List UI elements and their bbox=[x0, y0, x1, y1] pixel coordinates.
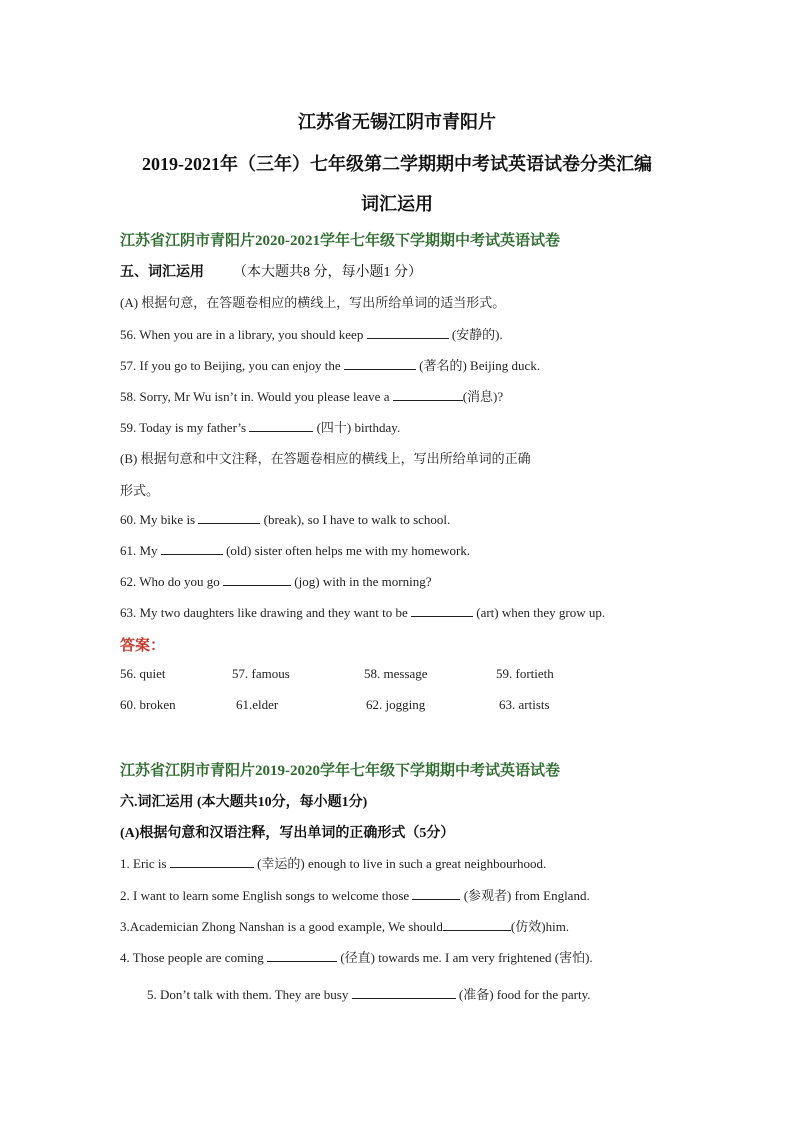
instruction-b-line2: 形式。 bbox=[120, 483, 160, 498]
q62-hint: (jog) with in the morning? bbox=[291, 574, 432, 589]
answer-60: 60. broken bbox=[120, 697, 176, 712]
answer-62: 62. jogging bbox=[366, 697, 426, 712]
q3-blank bbox=[443, 918, 511, 931]
part-note: （本大题共8 分，每小题1 分） bbox=[233, 265, 422, 280]
q60-text: 60. My bike is bbox=[120, 512, 199, 527]
q59-hint: (四十) birthday. bbox=[313, 420, 401, 435]
q2-hint: (参观者) from England. bbox=[460, 888, 590, 903]
answer-59: 59. fortieth bbox=[496, 666, 554, 681]
q60-blank bbox=[198, 511, 260, 524]
q63-blank bbox=[411, 604, 473, 617]
q57-hint: (著名的) Beijing duck. bbox=[415, 358, 541, 373]
section2-instruction-a: (A)根据句意和汉语注释，写出单词的正确形式（5分） bbox=[120, 826, 455, 841]
q58-hint: (消息)? bbox=[462, 389, 504, 404]
question-3 bbox=[120, 916, 569, 935]
q61-blank bbox=[161, 542, 223, 555]
section2-part-label: 六.词汇运用 (本大题共10分，每小题1分) bbox=[120, 795, 368, 810]
q59-text: 59. Today is my father’s bbox=[120, 420, 250, 435]
q4-blank bbox=[267, 949, 337, 962]
question-62 bbox=[120, 573, 432, 590]
answer-63: 63. artists bbox=[499, 697, 550, 712]
part-label-text: 五、词汇运用 bbox=[120, 265, 204, 280]
q3-text: 3.Academician Zhong Nanshan is a good example, We should bbox=[120, 919, 443, 934]
answer-57: 57. famous bbox=[232, 666, 290, 681]
answer-label: 答案： bbox=[120, 638, 166, 654]
q5-hint: (准备) food for the party. bbox=[455, 987, 591, 1002]
answer-61: 61.elder bbox=[236, 697, 279, 712]
q1-hint: (幸运的) enough to live in such a great neighbourhood. bbox=[253, 856, 547, 871]
q58-text: 58. Sorry, Mr Wu isn’t in. Would you please leave a bbox=[120, 389, 393, 404]
question-2 bbox=[120, 885, 590, 904]
q56-blank bbox=[367, 326, 449, 339]
q56-hint: (安静的). bbox=[448, 327, 503, 342]
q5-blank bbox=[352, 986, 456, 999]
q3-hint: (仿效)him. bbox=[510, 919, 570, 934]
section1-heading: 江苏省江阴市青阳片2020-2021学年七年级下学期期中考试英语试卷 bbox=[120, 233, 560, 249]
doc-title-topic: 词汇运用 bbox=[361, 194, 433, 214]
q1-blank bbox=[170, 855, 254, 868]
doc-title-region: 江苏省无锡江阴市青阳片 bbox=[298, 112, 496, 132]
question-57 bbox=[120, 355, 540, 374]
q5-text: 5. Don’t talk with them. They are busy bbox=[147, 987, 352, 1002]
question-56 bbox=[120, 324, 503, 343]
q56-text: 56. When you are in a library, you should keep bbox=[120, 327, 367, 342]
section2-heading: 江苏省江阴市青阳片2019-2020学年七年级下学期期中考试英语试卷 bbox=[120, 763, 560, 779]
q63-text: 63. My two daughters like drawing and they want to be bbox=[120, 605, 411, 620]
question-63 bbox=[120, 604, 605, 621]
q61-hint: (old) sister often helps me with my homework. bbox=[222, 543, 471, 558]
question-58 bbox=[120, 386, 503, 405]
question-4 bbox=[120, 947, 593, 966]
q60-hint: (break), so I have to walk to school. bbox=[260, 512, 451, 527]
question-59 bbox=[120, 417, 400, 436]
question-1 bbox=[120, 853, 546, 872]
doc-title-series: 2019-2021年（三年）七年级第二学期期中考试英语试卷分类汇编 bbox=[142, 154, 652, 174]
q2-text: 2. I want to learn some English songs to welcome those bbox=[120, 888, 413, 903]
q59-blank bbox=[249, 419, 313, 432]
q1-text: 1. Eric is bbox=[120, 856, 170, 871]
q62-text: 62. Who do you go bbox=[120, 574, 224, 589]
q4-text: 4. Those people are coming bbox=[120, 950, 268, 965]
q57-blank bbox=[344, 357, 416, 370]
q2-blank bbox=[412, 887, 460, 900]
question-61 bbox=[120, 542, 470, 559]
question-5 bbox=[147, 984, 591, 1003]
instruction-b-line1: (B) 根据句意和中文注释，在答题卷相应的横线上，写出所给单词的正确 bbox=[120, 451, 531, 466]
q58-blank bbox=[393, 388, 463, 401]
q63-hint: (art) when they grow up. bbox=[473, 605, 606, 620]
instruction-a: (A) 根据句意，在答题卷相应的横线上，写出所给单词的适当形式。 bbox=[120, 295, 506, 310]
q4-hint: (径直) towards me. I am very frightened (害怕). bbox=[337, 950, 593, 965]
answer-58: 58. message bbox=[364, 666, 428, 681]
section1-part-label bbox=[120, 261, 422, 281]
q57-text: 57. If you go to Beijing, you can enjoy the bbox=[120, 358, 344, 373]
answer-56: 56. quiet bbox=[120, 666, 166, 681]
q61-text: 61. My bbox=[120, 543, 161, 558]
q62-blank bbox=[223, 573, 291, 586]
question-60 bbox=[120, 511, 450, 528]
